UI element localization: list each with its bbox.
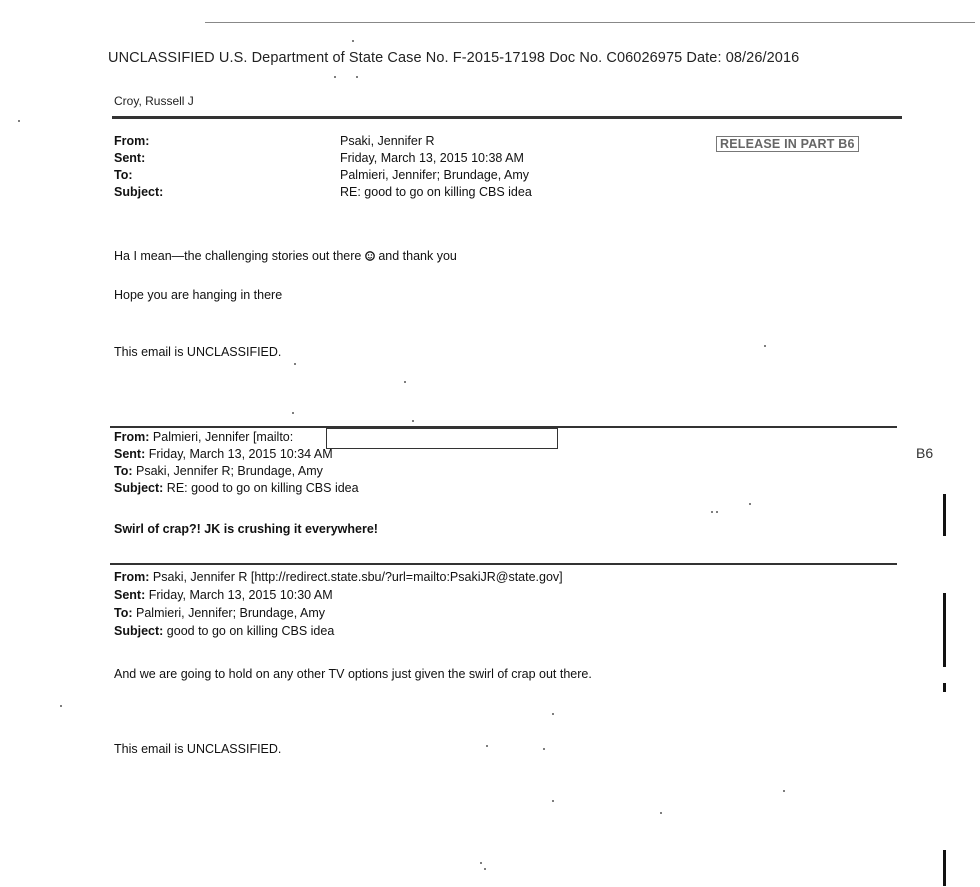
email2-to-label: To: [114, 464, 133, 478]
scan-speck [749, 503, 751, 505]
scan-speck [292, 412, 294, 414]
email1-sent: Friday, March 13, 2015 10:38 AM [340, 151, 524, 165]
email1-from: Psaki, Jennifer R [340, 134, 435, 148]
scan-speck [484, 868, 486, 870]
email1-subject: RE: good to go on killing CBS idea [340, 185, 532, 199]
scan-speck [412, 420, 414, 422]
email2-to: Psaki, Jennifer R; Brundage, Amy [136, 464, 323, 478]
scan-speck [552, 713, 554, 715]
email3-subject-label: Subject: [114, 624, 164, 638]
recipient-name: Croy, Russell J [114, 94, 194, 108]
email3-to-line [114, 606, 325, 620]
scan-speck [480, 862, 482, 864]
email2-subject-line [114, 481, 359, 495]
scan-speck [716, 511, 718, 513]
email2-to-line [114, 464, 323, 478]
margin-bar [943, 683, 946, 692]
email3-sent-label: Sent: [114, 588, 146, 602]
email3-to: Palmieri, Jennifer; Brundage, Amy [136, 606, 325, 620]
email1-body-line2: Hope you are hanging in there [114, 288, 283, 302]
scan-speck [294, 363, 296, 365]
email1-sent-label: Sent: [114, 151, 146, 165]
scan-speck [552, 800, 554, 802]
scan-speck [352, 40, 354, 42]
margin-bar [943, 593, 946, 667]
email3-body: And we are going to hold on any other TV options just given the swirl of crap out there. [114, 667, 592, 681]
email3-subject-line [114, 624, 334, 638]
email1-body-line1-pre: Ha I mean—the challenging stories out there [114, 249, 362, 263]
email3-from-label: From: [114, 570, 150, 584]
margin-bar [943, 494, 946, 536]
scan-speck [404, 381, 406, 383]
scan-speck [783, 790, 785, 792]
smiley-icon [365, 250, 375, 260]
email3-sent-line [114, 588, 333, 602]
release-stamp: RELEASE IN PART B6 [716, 136, 859, 152]
email1-body-line1 [114, 249, 457, 263]
email2-sent-label: Sent: [114, 447, 146, 461]
email1-to-label: To: [114, 168, 133, 182]
classification-header: UNCLASSIFIED U.S. Department of State Case No. F-2015-17198 Doc No. C06026975 Date: 08/26/2016 [108, 50, 800, 66]
scan-speck [711, 511, 713, 513]
scan-speck [764, 345, 766, 347]
email3-from: Psaki, Jennifer R [http://redirect.state.sbu/?url=mailto:PsakiJR@state.gov] [152, 570, 563, 584]
name-rule [112, 116, 902, 119]
email2-sent-line [114, 447, 333, 461]
email1-subject-label: Subject: [114, 185, 164, 199]
email2-sent: Friday, March 13, 2015 10:34 AM [148, 447, 333, 461]
email3-to-label: To: [114, 606, 133, 620]
scan-speck [60, 705, 62, 707]
email3-sent: Friday, March 13, 2015 10:30 AM [148, 588, 333, 602]
email1-to: Palmieri, Jennifer; Brundage, Amy [340, 168, 529, 182]
email2-from-label: From: [114, 430, 150, 444]
email2-from-line [114, 430, 293, 444]
email3-classification: This email is UNCLASSIFIED. [114, 742, 282, 756]
scan-speck [486, 745, 488, 747]
email1-from-label: From: [114, 134, 150, 148]
email1-classification: This email is UNCLASSIFIED. [114, 345, 282, 359]
scan-speck [660, 812, 662, 814]
scan-speck [18, 120, 20, 122]
email2-subject-label: Subject: [114, 481, 164, 495]
scan-speck [334, 76, 336, 78]
scan-speck [356, 76, 358, 78]
scan-speck [543, 748, 545, 750]
redaction-box [326, 428, 558, 449]
margin-bar [943, 850, 946, 886]
email1-body-line1-post: and thank you [378, 249, 457, 263]
email2-body: Swirl of crap?! JK is crushing it everywhere! [114, 522, 378, 536]
exemption-code: B6 [916, 445, 934, 461]
email3-subject: good to go on killing CBS idea [166, 624, 335, 638]
email3-rule [110, 563, 897, 565]
email3-from-line [114, 570, 563, 584]
top-rule [205, 22, 975, 23]
email2-from: Palmieri, Jennifer [mailto: [152, 430, 294, 444]
email2-subject: RE: good to go on killing CBS idea [166, 481, 359, 495]
